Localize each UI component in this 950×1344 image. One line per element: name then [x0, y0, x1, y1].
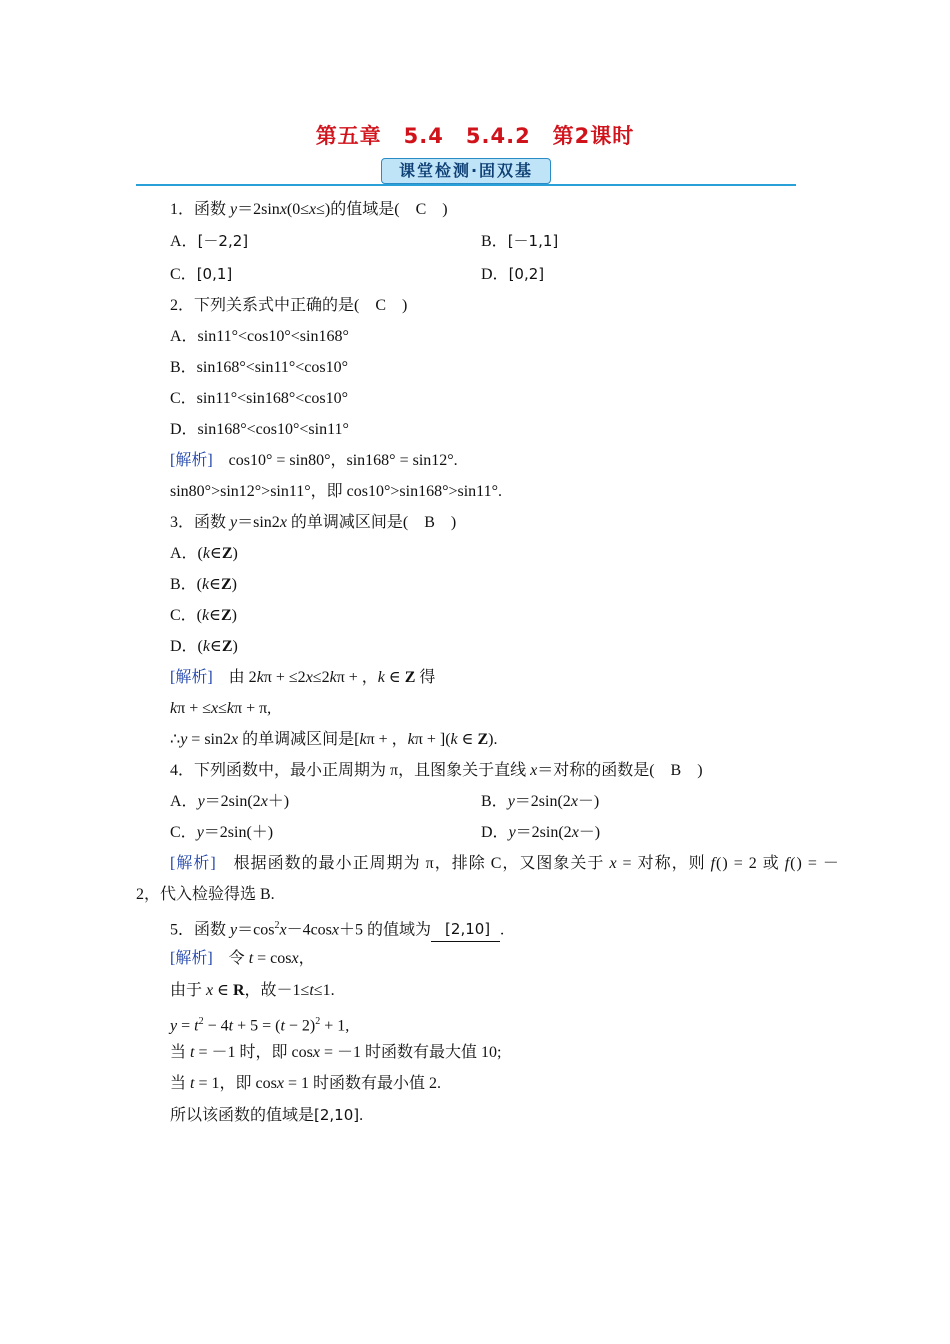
q2-analysis: [解析] cos10° = sin80°，sin168° = sin12°.: [170, 452, 458, 469]
q3-analysis-line: kπ + ≤x≤kπ + π,: [170, 700, 272, 717]
q4-option-c: C．y＝2sin(＋): [170, 824, 274, 841]
header-divider: [136, 184, 796, 186]
q2-analysis-line: sin80°>sin12°>sin11°，即 cos10°>sin168°>sin11°.: [170, 483, 502, 500]
q2-option-c: C．sin11°<sin168°<cos10°: [170, 390, 348, 407]
q4-option-a: A．y＝2sin(2x＋): [170, 793, 290, 810]
question-3: 3．函数 y＝sin2x 的单调减区间是( B ): [170, 514, 457, 531]
question-4: 4．下列函数中，最小正周期为 π，且图象关于直线 x＝对称的函数是( B ): [170, 762, 703, 779]
q4-option-d: D．y＝2sin(2x－): [481, 824, 601, 841]
q3-analysis: [解析] 由 2kπ + ≤2x≤2kπ + ，k ∈ Z 得: [170, 669, 436, 686]
q2-option-d: D．sin168°<cos10°<sin11°: [170, 421, 349, 438]
q2-option-a: A．sin11°<cos10°<sin168°: [170, 328, 349, 345]
q4-option-b: B．y＝2sin(2x－): [481, 793, 600, 810]
page-title: 第五章 5.4 5.4.2 第2课时: [315, 124, 635, 148]
q3-option-d: D．(k∈Z): [170, 638, 238, 655]
q5-analysis-line: 当 t = 1，即 cosx = 1 时函数有最小值 2.: [170, 1075, 441, 1092]
q3-option-a: A．(k∈Z): [170, 545, 238, 562]
q5-analysis: [解析] 令 t = cosx，: [170, 950, 315, 967]
question-2: 2．下列关系式中正确的是( C ): [170, 297, 408, 314]
q4-analysis-line: 2，代入检验得选 B.: [136, 886, 275, 903]
q3-option-b: B．(k∈Z): [170, 576, 237, 593]
q5-analysis-line: 所以该函数的值域是[2,10].: [170, 1106, 364, 1124]
section-badge: 课堂检测·固双基: [381, 158, 551, 184]
q5-analysis-line: 当 t = －1 时，即 cosx = －1 时函数有最大值 10;: [170, 1044, 502, 1061]
question-1: 1．函数 y＝2sinx(0≤x≤)的值域是( C ): [170, 201, 448, 218]
question-5: 5．函数 $y=\cos^2x-4\cos x+5$ 的值域为 [2,10] .: [170, 915, 504, 942]
q1-option-b: B．[－1,1]: [481, 232, 559, 250]
q1-option-d: D．[0,2]: [481, 265, 545, 283]
q1-option-a: A．[－2,2]: [170, 232, 249, 250]
q1-option-c: C．[0,1]: [170, 265, 233, 283]
q5-analysis-line: $y = t^2 - 4t + 5 = (t - 2)^2 + 1$,: [170, 1016, 350, 1035]
q3-option-c: C．(k∈Z): [170, 607, 237, 624]
q2-option-b: B．sin168°<sin11°<cos10°: [170, 359, 348, 376]
q4-analysis: [解析] 根据函数的最小正周期为 π，排除 C，又图象关于 x = 对称，则 f() = 2 或 f() = －: [170, 855, 840, 872]
q5-analysis-line: 由于 x ∈ R，故－1≤t≤1.: [170, 982, 335, 999]
q3-analysis-line: ∴y = sin2x 的单调减区间是[kπ + ，kπ + ](k ∈ Z).: [170, 731, 498, 748]
